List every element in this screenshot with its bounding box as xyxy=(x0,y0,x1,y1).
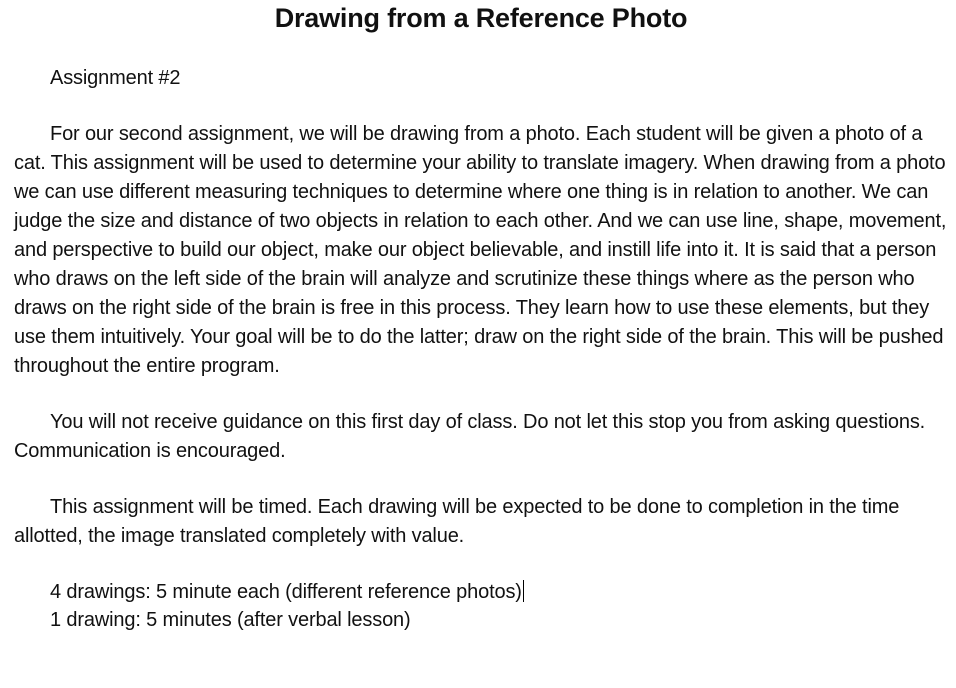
schedule-line-text: 4 drawings: 5 minute each (different reference photos) xyxy=(50,581,522,603)
text-cursor xyxy=(523,580,525,602)
body-paragraph-timing: This assignment will be timed. Each drawing will be expected to be done to completion in the time allotted, the image translated completely with value. xyxy=(14,496,900,547)
drawing-schedule xyxy=(14,578,948,634)
body-paragraph-guidance: You will not receive guidance on this first day of class. Do not let this stop you from asking questions. Communication is encouraged. xyxy=(14,411,926,462)
schedule-line xyxy=(14,578,948,606)
schedule-line: 1 drawing: 5 minutes (after verbal lesson) xyxy=(50,609,411,631)
body-paragraph-intro: For our second assignment, we will be drawing from a photo. Each student will be given a photo of a cat. This assignment will be used to determine your ability to translate imagery. When drawing from a photo we can use different measuring techniques to determine where one thing is in relation to another. We can judge the size and distance of two objects in relation to each other. And we can use line, shape, movement, and perspective to build our object, make our object believable, and instill life into it. It is said that a person who draws on the left side of the brain will analyze and scrutinize these things where as the person who draws on the right side of the brain is free in this process. They learn how to use these elements, but they use them intuitively. Your goal will be to do the latter; draw on the right side of the brain. This will be pushed throughout the entire program. xyxy=(14,123,947,377)
document-page[interactable] xyxy=(14,0,948,634)
document-title: Drawing from a Reference Photo xyxy=(274,3,688,33)
assignment-number: Assignment #2 xyxy=(50,67,181,89)
